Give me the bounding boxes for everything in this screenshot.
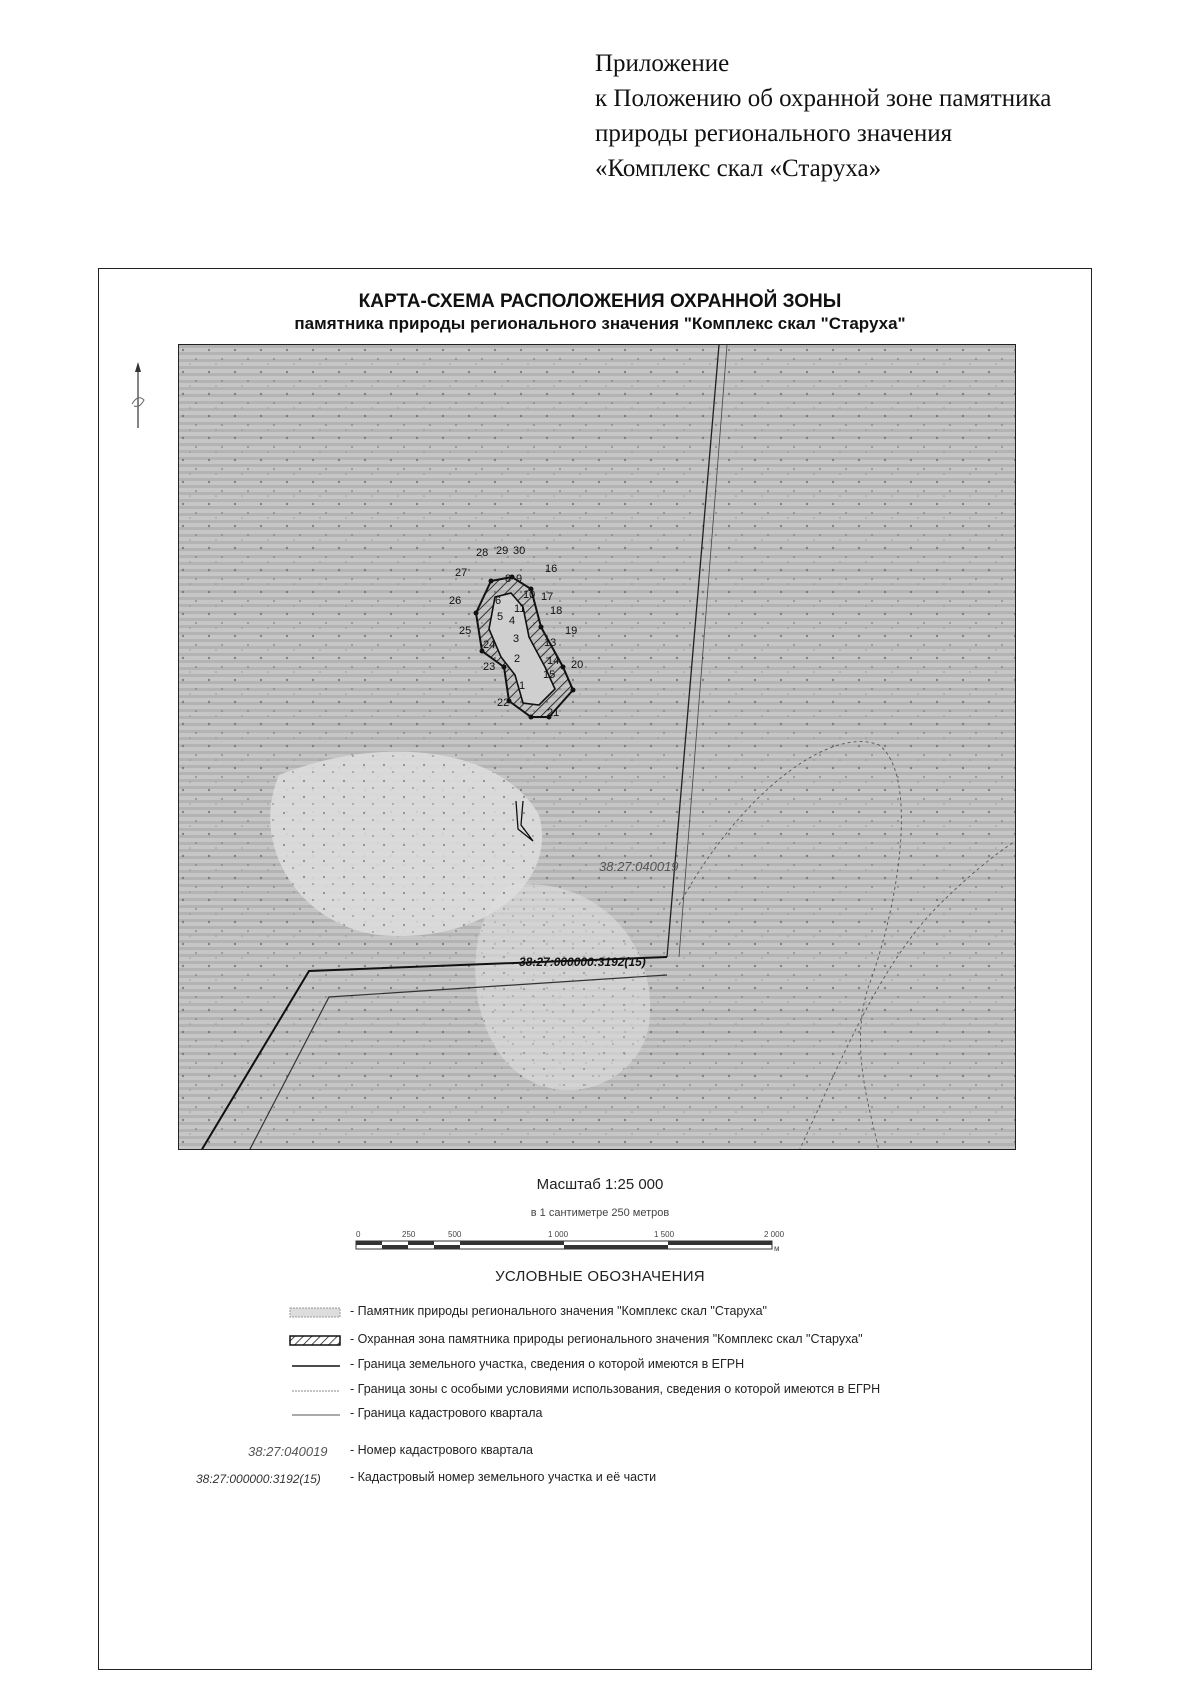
point-label-26: 26 <box>449 595 462 607</box>
legend-parcel-number-sample: 38:27:000000:3192(15) <box>196 1472 321 1486</box>
point-label-29: 29 <box>496 545 509 557</box>
appendix-line-1: Приложение <box>595 50 730 77</box>
point-label-10: 10 <box>523 589 536 601</box>
scale-subtitle: в 1 сантиметре 250 метров <box>530 1207 670 1219</box>
legend-protection-zone-symbol <box>288 1334 344 1348</box>
legend-item-zone-boundary: - Граница зоны с особыми условиями использования, сведения о которой имеются в ЕГРН <box>350 1382 881 1396</box>
scale-tick-1000: 1 000 <box>548 1230 569 1239</box>
map-title: КАРТА-СХЕМА РАСПОЛОЖЕНИЯ ОХРАННОЙ ЗОНЫ <box>358 291 842 312</box>
point-label-16: 16 <box>545 563 558 575</box>
legend-quarter-number-sample: 38:27:040019 <box>248 1444 328 1459</box>
scale-tick-250: 250 <box>402 1230 416 1239</box>
point-label-4: 4 <box>509 615 516 627</box>
map-subtitle: памятника природы регионального значения "Комплекс скал "Старуха" <box>294 314 906 333</box>
scale-title: Масштаб 1:25 000 <box>536 1176 664 1193</box>
point-label-8: 8 <box>505 573 512 585</box>
point-label-30: 30 <box>513 545 526 557</box>
point-label-18: 18 <box>550 605 563 617</box>
point-label-22: 22 <box>497 697 510 709</box>
point-label-27: 27 <box>455 567 468 579</box>
point-label-23: 23 <box>483 661 496 673</box>
scale-tick-0: 0 <box>356 1230 361 1239</box>
map-area[interactable] <box>178 344 1016 1150</box>
point-label-20: 20 <box>571 659 584 671</box>
point-label-1: 1 <box>519 680 526 692</box>
point-label-6: 6 <box>495 595 502 607</box>
point-label-25: 25 <box>459 625 472 637</box>
point-label-21: 21 <box>547 707 560 719</box>
legend-quarter-line-symbol <box>292 1411 342 1419</box>
point-label-19: 19 <box>565 625 578 637</box>
appendix-line-3: природы регионального значения <box>595 120 953 147</box>
point-label-13: 13 <box>544 637 557 649</box>
point-label-14: 14 <box>547 655 560 667</box>
legend-parcel-line-symbol <box>292 1362 342 1370</box>
legend-item-monument: - Памятник природы регионального значения "Комплекс скал "Старуха" <box>350 1304 767 1318</box>
point-label-2: 2 <box>514 653 521 665</box>
scale-unit: м <box>774 1244 780 1253</box>
north-arrow-icon <box>128 360 158 430</box>
point-label-11: 11 <box>514 603 526 615</box>
legend-item-quarter-boundary: - Граница кадастрового квартала <box>350 1406 543 1420</box>
quarter-number-label: 38:27:040019 <box>599 859 679 874</box>
legend-item-parcel-number: - Кадастровый номер земельного участка и её части <box>350 1470 657 1484</box>
point-label-28: 28 <box>476 547 489 559</box>
appendix-line-4: «Комплекс скал «Старуха» <box>595 155 882 182</box>
legend-item-protection-zone: - Охранная зона памятника природы регионального значения "Комплекс скал "Старуха" <box>350 1332 863 1346</box>
scale-tick-2000: 2 000 <box>764 1230 785 1239</box>
appendix-line-2: к Положению об охранной зоне памятника <box>595 85 1052 112</box>
point-label-24: 24 <box>483 639 496 651</box>
point-label-9: 9 <box>516 573 523 585</box>
scale-tick-1500: 1 500 <box>654 1230 675 1239</box>
legend-item-quarter-number: - Номер кадастрового квартала <box>350 1443 533 1457</box>
legend-item-parcel-boundary: - Граница земельного участка, сведения о которой имеются в ЕГРН <box>350 1357 745 1371</box>
map-canvas <box>179 345 1016 1150</box>
point-label-5: 5 <box>497 611 504 623</box>
legend-title: УСЛОВНЫЕ ОБОЗНАЧЕНИЯ <box>495 1268 705 1285</box>
point-label-15: 15 <box>543 669 556 681</box>
scale-tick-500: 500 <box>448 1230 462 1239</box>
point-label-17: 17 <box>541 591 554 603</box>
scale-bar <box>352 1227 812 1263</box>
appendix-header <box>595 46 1051 186</box>
parcel-number-label: 38:27:000000:3192(15) <box>519 955 646 969</box>
point-label-3: 3 <box>513 633 520 645</box>
legend-monument-symbol <box>288 1306 344 1320</box>
legend-zone-line-symbol <box>292 1387 342 1395</box>
